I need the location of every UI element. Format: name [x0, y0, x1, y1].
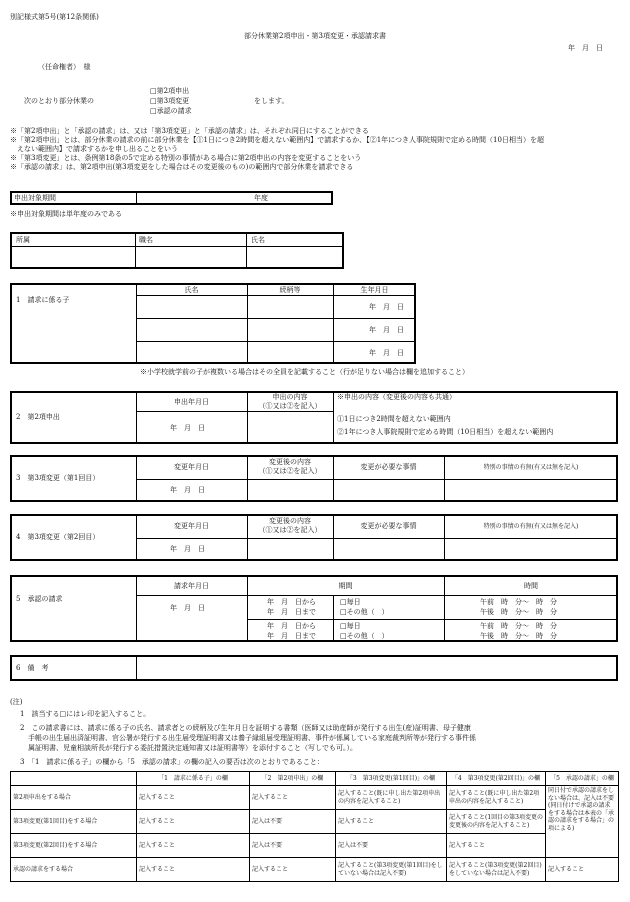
child-col-name: 氏名 — [184, 286, 199, 294]
employee-table — [10, 232, 344, 269]
dept-label: 所属 — [16, 236, 30, 244]
document-title: 部分休業第2項申出・第3項変更・承認請求書 — [244, 32, 386, 40]
matrix-header-sec5: 「5 承認の請求」の欄 — [546, 772, 619, 786]
sec5-label: 5 承認の請求 — [16, 595, 63, 603]
sec5-col-date: 請求年月日 — [174, 582, 209, 590]
sec2-col-date: 申出年月日 — [174, 398, 209, 406]
child-birth-date[interactable]: 年 月 日 — [369, 349, 404, 357]
lead-text: 次のとおり部分休業の — [24, 97, 94, 105]
intro-note-line: ※「第2項申出」とは、部分休業の請求の前に部分休業を【①1日につき2時間を超えない範囲内】で請求するか、【②1年につき人事院規則で定める時間（10日相当）を超 — [10, 136, 544, 144]
sec5-time-pm-2[interactable]: 午後 時 分～ 時 分 — [480, 632, 557, 640]
sec5-from-2[interactable]: 年 月 日から — [267, 622, 316, 630]
sec2-label: 2 第2項申出 — [16, 413, 60, 421]
sec2-opt1: ①1日につき2時間を超えない範囲内 — [337, 415, 451, 423]
intro-note-line: ※「承認の請求」は、第2項申出(第3項変更をした場合はその変更後のもの)の範囲内で部分休業を請求できる — [10, 163, 354, 171]
sec3-col-content-line2: （①又は②を記入） — [258, 467, 322, 475]
sec4-date[interactable]: 年 月 日 — [170, 545, 205, 553]
matrix-header-sec4: 「4 第3項変更(第2回目)」の欄 — [447, 772, 546, 786]
intro-note-line: えない範囲内】で請求するかを申し出ることをいう — [10, 145, 178, 153]
matrix-header-sec3: 「3 第3項変更(第1回目)」の欄 — [336, 772, 447, 786]
matrix-row-label: 第3項変更(第1回目)をする場合 — [11, 810, 137, 834]
child-birth-date[interactable]: 年 月 日 — [369, 326, 404, 334]
sec4-col-date: 変更年月日 — [174, 522, 209, 530]
sec5-other-1[interactable]: □その他（ ） — [340, 608, 389, 616]
sec3-col-reason: 変更が必要な事情 — [360, 463, 417, 471]
matrix-cell: 記入すること — [336, 810, 447, 834]
matrix-cell: 記入は不要 — [336, 834, 447, 858]
checkbox-option-application[interactable]: □第2項申出 — [150, 87, 190, 95]
sec5-to-2[interactable]: 年 月 日まで — [267, 632, 316, 640]
matrix-row-label: 承認の請求をする場合 — [11, 858, 137, 882]
sec2-col-content-line2: （①又は②を記入） — [258, 402, 322, 410]
child-col-birth: 生年月日 — [360, 286, 389, 294]
matrix-header-blank — [11, 772, 137, 786]
sec5-col-period: 期間 — [338, 582, 353, 590]
footnote-2-line3: 属証明書、児童相談所長が発行する委託措置決定通知書又は証明書等）を添付すること（写しでも可。）。 — [28, 744, 357, 752]
sec4-col-content-line1: 変更後の内容 — [269, 517, 311, 525]
matrix-cell: 記入すること — [447, 834, 546, 858]
matrix-cell: 記入は不要 — [250, 810, 336, 834]
child-birth-date[interactable]: 年 月 日 — [369, 303, 404, 311]
job-title-label: 職名 — [139, 236, 153, 244]
matrix-cell: 記入すること — [137, 810, 250, 834]
form-number: 別記様式第5号(第12条関係) — [10, 13, 99, 21]
sec3-col-date: 変更年月日 — [174, 463, 209, 471]
matrix-cell: 記入は不要 — [250, 834, 336, 858]
sec2-opt2: ②1年につき人事院規則で定める時間（10日相当）を超えない範囲内 — [337, 428, 554, 436]
footnote-2-line1: 2 この請求書には、請求に係る子の氏名、請求者との続柄及び生年月日を証明する書類（医師又は助産師が発行する出生(産)証明書、母子健康 — [20, 724, 471, 732]
entry-requirement-matrix — [10, 771, 619, 882]
matrix-header-child: 「1 請求に係る子」の欄 — [137, 772, 250, 786]
period-value[interactable]: 年度 — [254, 194, 268, 202]
addressee: （任命権者） 様 — [38, 63, 91, 71]
matrix-cell: 記入すること(第3項変更(第2回目)をしていない場合は記入不要) — [447, 858, 546, 882]
tail-text: をします。 — [254, 97, 289, 105]
period-note: ※申出対象期間は単年度のみである — [10, 210, 122, 218]
sec5-to-1[interactable]: 年 月 日まで — [267, 608, 316, 616]
intro-note-line: ※「第2項申出」と「承認の請求」は、又は「第3項変更」と「承認の請求」は、それぞれ同日にすることができる — [10, 127, 369, 135]
child-col-relation: 続柄等 — [279, 286, 301, 294]
submission-date: 年 月 日 — [568, 44, 603, 52]
matrix-cell: 記入すること — [137, 786, 250, 810]
sec2-col-content — [247, 393, 333, 411]
matrix-cell: 同日付で承認の請求をしない場合は、記入は不要(同日付けで承認の請求をする場合は本表の「承認の請求をする場合」の項による) — [546, 786, 619, 858]
sec6-label: 6 備 考 — [16, 664, 49, 672]
matrix-cell: 記入すること — [137, 834, 250, 858]
child-label: 1 請求に係る子 — [16, 296, 70, 304]
matrix-row-label: 第2項申出をする場合 — [11, 786, 137, 810]
sec6-table — [10, 655, 618, 681]
sec5-other-2[interactable]: □その他（ ） — [340, 632, 389, 640]
sec2-date[interactable]: 年 月 日 — [170, 424, 205, 432]
sec3-date[interactable]: 年 月 日 — [170, 486, 205, 494]
sec3-label: 3 第3項変更（第1回目） — [16, 474, 100, 482]
period-label: 申出対象期間 — [14, 194, 56, 202]
sec5-col-time: 時間 — [524, 582, 538, 590]
footnote-heading: (注) — [10, 698, 23, 706]
sec5-daily-2[interactable]: □毎日 — [340, 622, 361, 630]
intro-note-line: ※「第3項変更」とは、条例第18条の5で定める特別の事情がある場合に第2項申出の内容を変更することをいう — [10, 154, 362, 162]
sec3-col-special: 特別の事情の有無(有又は無を記入) — [483, 464, 579, 471]
matrix-cell: 記入すること — [250, 786, 336, 810]
sec2-content-note: ※申出の内容（変更後の内容も共通） — [337, 393, 456, 401]
sec4-col-content — [247, 517, 333, 535]
sec5-time-pm-1[interactable]: 午後 時 分～ 時 分 — [480, 608, 557, 616]
matrix-cell: 記入すること — [250, 858, 336, 882]
footnote-3: 3 「1 請求に係る子」の欄から「5 承認の請求」の欄の記入の要否は次のとおりであること： — [20, 758, 324, 766]
matrix-header-sec2: 「2 第2項申出」の欄 — [250, 772, 336, 786]
checkbox-option-approval[interactable]: □承認の請求 — [150, 107, 192, 115]
child-note: ※小学校就学前の子が複数いる場合はその全員を記載すること（行が足りない場合は欄を追加すること） — [140, 368, 469, 376]
sec2-col-content-line1: 申出の内容 — [272, 393, 308, 401]
sec4-col-special: 特別の事情の有無(有又は無を記入) — [483, 523, 579, 530]
matrix-row-label: 第3項変更(第2回目)をする場合 — [11, 834, 137, 858]
matrix-cell: 記入すること — [137, 858, 250, 882]
checkbox-option-change[interactable]: □第3項変更 — [150, 97, 190, 105]
sec3-col-content-line1: 変更後の内容 — [269, 458, 311, 466]
sec4-label: 4 第3項変更（第2回目） — [16, 533, 100, 541]
sec4-col-content-line2: （①又は②を記入） — [258, 526, 322, 534]
name-label: 氏名 — [251, 236, 265, 244]
sec5-date[interactable]: 年 月 日 — [170, 604, 205, 612]
matrix-cell: 記入すること(第3項変更(第1回目)をしていない場合は記入不要) — [336, 858, 447, 882]
sec5-daily-1[interactable]: □毎日 — [340, 598, 361, 606]
sec3-col-content — [247, 458, 333, 476]
sec5-time-am-1[interactable]: 午前 時 分～ 時 分 — [480, 598, 557, 606]
sec5-time-am-2[interactable]: 午前 時 分～ 時 分 — [480, 622, 557, 630]
matrix-cell: 記入すること(既に申し出た第2項申出の内容を記入すること) — [447, 786, 546, 810]
matrix-cell: 記入すること(既に申し出た第2項申出の内容を記入すること) — [336, 786, 447, 810]
footnote-1: 1 該当する□にはレ印を記入すること。 — [20, 710, 151, 718]
period-table — [10, 191, 333, 205]
matrix-cell: 記入すること(1回目の第3項変更の変更後の内容を記入すること) — [447, 810, 546, 834]
footnote-2-line2: 手帳の出生届出済証明書、官公署が発行する出生届受理証明書又は養子縁組届受理証明書、事件が係属している家庭裁判所等が発行する事件係 — [28, 734, 476, 742]
sec5-from-1[interactable]: 年 月 日から — [267, 598, 316, 606]
sec4-col-reason: 変更が必要な事情 — [360, 522, 417, 530]
intro-notes — [10, 127, 625, 172]
matrix-cell: 記入すること — [546, 858, 619, 882]
